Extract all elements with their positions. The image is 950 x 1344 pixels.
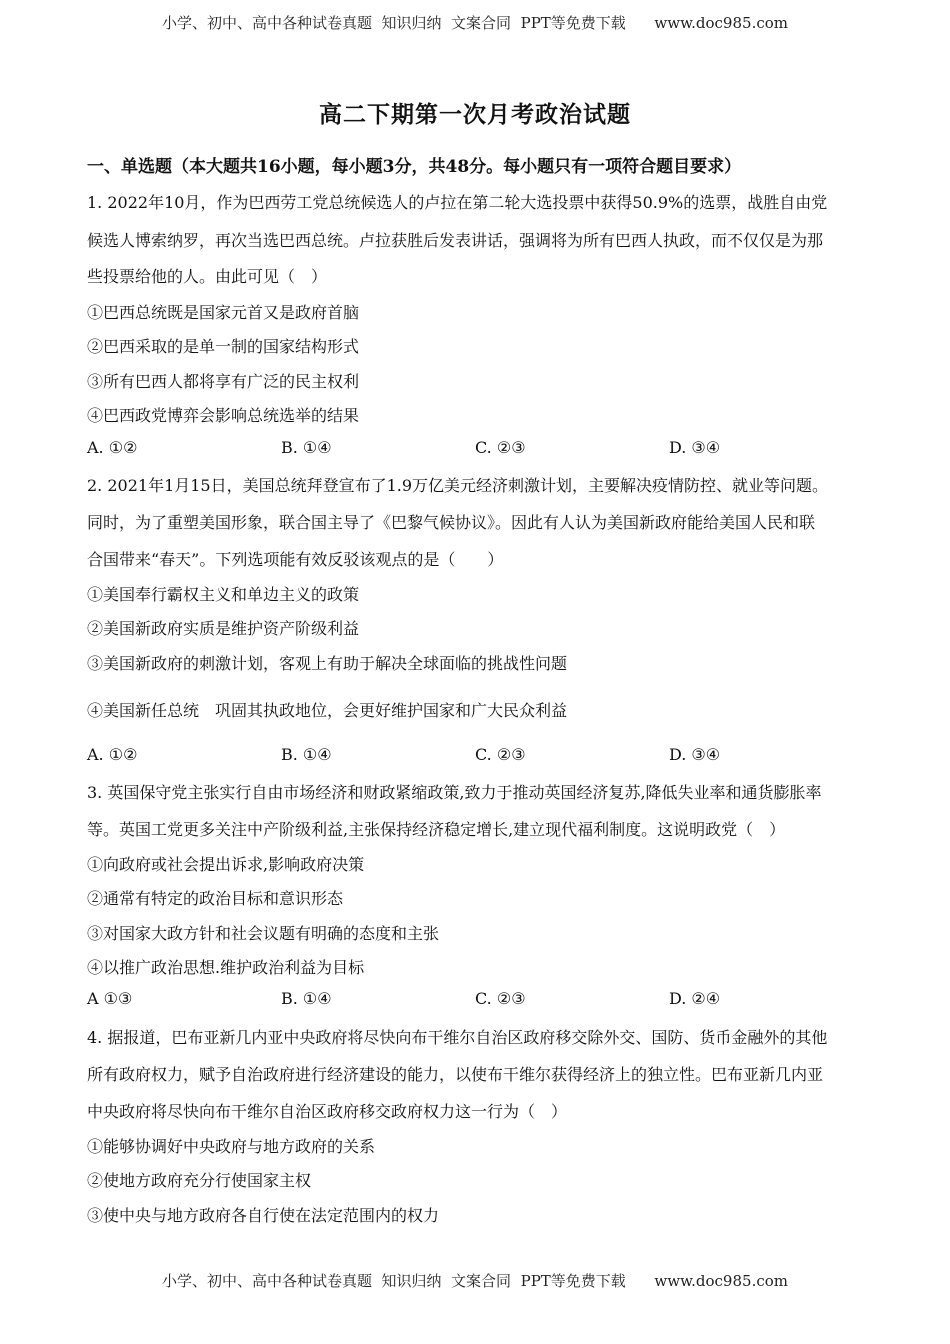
question-stem-line: 1. 2022年10月，作为巴西劳工党总统候选人的卢拉在第二轮大选投票中获得50.9%的选票，战胜自由党 [87, 193, 828, 212]
option-b: B. ①④ [281, 745, 332, 764]
statement-item: ①巴西总统既是国家元首又是政府首脑 [87, 303, 360, 322]
option-d: D. ③④ [669, 745, 721, 764]
question-stem-line: 中央政府将尽快向布干维尔自治区政府移交政府权力这一行为（ ） [87, 1102, 568, 1121]
statement-item: ②使地方政府充分行使国家主权 [87, 1171, 312, 1190]
page-title: 高二下期第一次月考政治试题 [319, 101, 631, 128]
option-a: A. ①② [87, 438, 138, 457]
section-heading: 一、单选题（本大题共16小题，每小题3分，共48分。每小题只有一项符合题目要求） [87, 157, 742, 177]
option-a: A. ①② [87, 745, 138, 764]
option-b: B. ①④ [281, 438, 332, 457]
option-c: C. ②③ [475, 438, 526, 457]
question-stem-line: 等。英国工党更多关注中产阶级利益,主张保持经济稳定增长,建立现代福利制度。这说明政党（ ） [87, 820, 786, 839]
statement-item: ④以推广政治思想.维护政治利益为目标 [87, 958, 365, 977]
statement-item: ①向政府或社会提出诉求,影响政府决策 [87, 855, 365, 874]
question-stem-line: 合国带来“春天”。下列选项能有效反驳该观点的是（ ） [87, 550, 504, 569]
option-c: C. ②③ [475, 989, 526, 1008]
statement-item: ③对国家大政方针和社会议题有明确的态度和主张 [87, 924, 440, 943]
statement-item: ③所有巴西人都将享有广泛的民主权利 [87, 372, 360, 391]
question-stem-line: 4. 据报道，巴布亚新几内亚中央政府将尽快向布干维尔自治区政府移交除外交、国防、货币金融外的其他 [87, 1028, 828, 1047]
statement-item: ①美国奉行霸权主义和单边主义的政策 [87, 585, 360, 604]
question-stem-line: 些投票给他的人。由此可见（ ） [87, 267, 328, 286]
statement-item: ②美国新政府实质是维护资产阶级利益 [87, 619, 360, 638]
statement-item: ③使中央与地方政府各自行使在法定范围内的权力 [87, 1206, 440, 1225]
statement-item: ③美国新政府的刺激计划，客观上有助于解决全球面临的挑战性问题 [87, 654, 568, 673]
question-stem-line: 候选人博索纳罗，再次当选巴西总统。卢拉获胜后发表讲话，强调将为所有巴西人执政，而不仅仅是为那 [87, 231, 824, 250]
statement-item: ④巴西政党博弈会影响总统选举的结果 [87, 406, 360, 425]
option-d: D. ③④ [669, 438, 721, 457]
statement-item: ②巴西采取的是单一制的国家结构形式 [87, 337, 360, 356]
question-stem-line: 同时，为了重塑美国形象，联合国主导了《巴黎气候协议》。因此有人认为美国新政府能给美国人民和联 [87, 513, 816, 532]
question-stem-line: 3. 英国保守党主张实行自由市场经济和财政紧缩政策,致力于推动英国经济复苏,降低失业率和通货膨胀率 [87, 783, 822, 802]
option-b: B. ①④ [281, 989, 332, 1008]
question-stem-line: 2. 2021年1月15日，美国总统拜登宣布了1.9万亿美元经济刺激计划，主要解决疫情防控、就业等问题。 [87, 476, 829, 495]
option-c: C. ②③ [475, 745, 526, 764]
statement-item: ④美国新任总统 巩固其执政地位，会更好维护国家和广大民众利益 [87, 701, 568, 720]
statement-item: ①能够协调好中央政府与地方政府的关系 [87, 1137, 376, 1156]
option-d: D. ②④ [669, 989, 721, 1008]
statement-item: ②通常有特定的政治目标和意识形态 [87, 889, 344, 908]
question-stem-line: 所有政府权力，赋予自治政府进行经济建设的能力，以使布干维尔获得经济上的独立性。巴布亚新几内亚 [87, 1065, 824, 1084]
page-header: 小学、初中、高中各种试卷真题 知识归纳 文案合同 PPT等免费下载 www.doc985.com [161, 14, 788, 32]
option-a: A ①③ [87, 989, 133, 1008]
page-footer: 小学、初中、高中各种试卷真题 知识归纳 文案合同 PPT等免费下载 www.doc985.com [161, 1272, 788, 1290]
